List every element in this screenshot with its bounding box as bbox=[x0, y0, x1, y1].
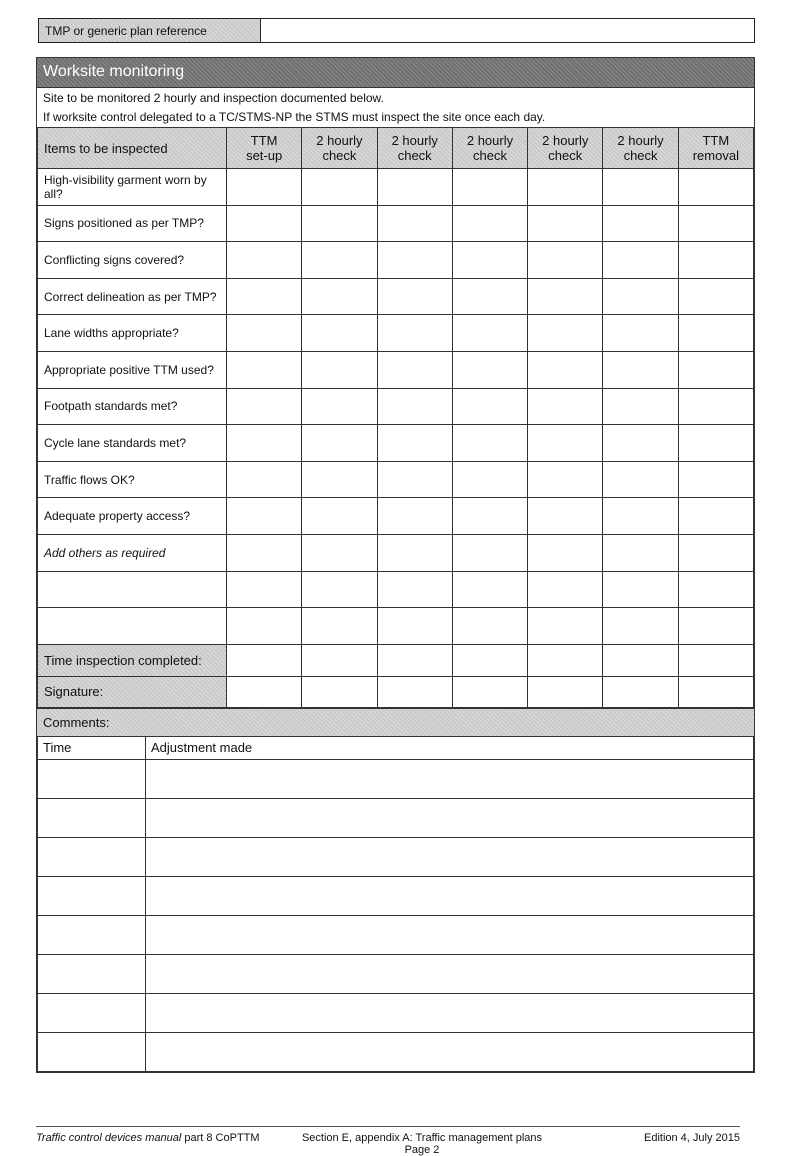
check-cell[interactable] bbox=[678, 608, 753, 645]
check-cell[interactable] bbox=[678, 644, 753, 676]
check-cell[interactable] bbox=[302, 571, 377, 608]
check-cell[interactable] bbox=[377, 644, 452, 676]
comments-label: Comments: bbox=[37, 708, 754, 736]
check-cell[interactable] bbox=[678, 351, 753, 388]
check-cell[interactable] bbox=[377, 315, 452, 352]
check-cell[interactable] bbox=[227, 242, 302, 279]
check-cell[interactable] bbox=[302, 425, 377, 462]
check-cell[interactable] bbox=[452, 242, 527, 279]
check-cell[interactable] bbox=[603, 351, 678, 388]
adjustment-row bbox=[38, 993, 754, 1032]
inspection-row bbox=[38, 461, 754, 498]
inspection-row bbox=[38, 425, 754, 462]
check-cell[interactable] bbox=[227, 278, 302, 315]
check-cell[interactable] bbox=[528, 498, 603, 535]
check-cell[interactable] bbox=[377, 169, 452, 206]
check-cell[interactable] bbox=[227, 498, 302, 535]
check-cell[interactable] bbox=[678, 676, 753, 707]
check-cell[interactable] bbox=[452, 608, 527, 645]
header-check-5: 2 hourly check bbox=[603, 128, 678, 169]
inspection-item-label: Add others as required bbox=[38, 534, 227, 571]
time-cell[interactable] bbox=[38, 915, 146, 954]
check-cell[interactable] bbox=[528, 205, 603, 242]
check-cell[interactable] bbox=[302, 498, 377, 535]
adjustment-row bbox=[38, 954, 754, 993]
check-cell[interactable] bbox=[678, 205, 753, 242]
check-cell[interactable] bbox=[452, 351, 527, 388]
adjustment-row bbox=[38, 798, 754, 837]
check-cell[interactable] bbox=[603, 278, 678, 315]
check-cell[interactable] bbox=[678, 169, 753, 206]
check-cell[interactable] bbox=[603, 461, 678, 498]
check-cell[interactable] bbox=[528, 644, 603, 676]
adjustment-cell[interactable] bbox=[146, 837, 754, 876]
inspection-row bbox=[38, 351, 754, 388]
inspection-row bbox=[38, 534, 754, 571]
inspection-row bbox=[38, 315, 754, 352]
check-cell[interactable] bbox=[377, 534, 452, 571]
check-cell[interactable] bbox=[302, 534, 377, 571]
check-cell[interactable] bbox=[528, 388, 603, 425]
check-cell[interactable] bbox=[452, 169, 527, 206]
adjustment-row bbox=[38, 837, 754, 876]
adjustment-cell[interactable] bbox=[146, 1032, 754, 1071]
signature-row bbox=[38, 676, 754, 707]
adjustment-row bbox=[38, 876, 754, 915]
adjustment-rows bbox=[38, 759, 754, 1071]
check-cell[interactable] bbox=[603, 315, 678, 352]
check-cell[interactable] bbox=[302, 351, 377, 388]
check-cell[interactable] bbox=[452, 461, 527, 498]
intro-line-1: Site to be monitored 2 hourly and inspection documented below. bbox=[37, 87, 754, 107]
check-cell[interactable] bbox=[678, 242, 753, 279]
check-cell[interactable] bbox=[302, 388, 377, 425]
check-cell[interactable] bbox=[302, 205, 377, 242]
inspection-item-label: Signs positioned as per TMP? bbox=[38, 205, 227, 242]
inspection-item-label: Traffic flows OK? bbox=[38, 461, 227, 498]
check-cell[interactable] bbox=[452, 315, 527, 352]
header-check-1: 2 hourly check bbox=[302, 128, 377, 169]
check-cell[interactable] bbox=[302, 278, 377, 315]
time-cell[interactable] bbox=[38, 1032, 146, 1071]
check-cell[interactable] bbox=[377, 676, 452, 707]
check-cell[interactable] bbox=[528, 608, 603, 645]
check-cell[interactable] bbox=[227, 534, 302, 571]
header-ttm-setup: TTM set-up bbox=[227, 128, 302, 169]
inspection-row bbox=[38, 498, 754, 535]
section-title: Worksite monitoring bbox=[37, 58, 754, 87]
check-cell[interactable] bbox=[302, 242, 377, 279]
footer-section: Section E, appendix A: Traffic management plans Page 2 bbox=[294, 1132, 550, 1156]
check-cell[interactable] bbox=[528, 351, 603, 388]
check-cell[interactable] bbox=[452, 498, 527, 535]
check-cell[interactable] bbox=[528, 242, 603, 279]
inspection-row bbox=[38, 242, 754, 279]
adjustment-cell[interactable] bbox=[146, 993, 754, 1032]
check-cell[interactable] bbox=[227, 461, 302, 498]
check-cell[interactable] bbox=[603, 205, 678, 242]
check-cell[interactable] bbox=[603, 571, 678, 608]
check-cell[interactable] bbox=[603, 169, 678, 206]
check-cell[interactable] bbox=[377, 498, 452, 535]
check-cell[interactable] bbox=[227, 351, 302, 388]
inspection-item-rows bbox=[38, 169, 754, 645]
inspection-item-label: Correct delineation as per TMP? bbox=[38, 278, 227, 315]
check-cell[interactable] bbox=[227, 169, 302, 206]
time-cell[interactable] bbox=[38, 837, 146, 876]
check-cell[interactable] bbox=[678, 461, 753, 498]
adjustment-cell[interactable] bbox=[146, 954, 754, 993]
header-check-4: 2 hourly check bbox=[528, 128, 603, 169]
check-cell[interactable] bbox=[603, 388, 678, 425]
check-cell[interactable] bbox=[227, 315, 302, 352]
inspection-row bbox=[38, 205, 754, 242]
check-cell[interactable] bbox=[377, 205, 452, 242]
check-cell[interactable] bbox=[528, 278, 603, 315]
inspection-item-label bbox=[38, 608, 227, 645]
check-cell[interactable] bbox=[678, 388, 753, 425]
adjustments-header-row bbox=[38, 736, 754, 759]
check-cell[interactable] bbox=[452, 278, 527, 315]
time-cell[interactable] bbox=[38, 954, 146, 993]
check-cell[interactable] bbox=[377, 571, 452, 608]
check-cell[interactable] bbox=[302, 608, 377, 645]
check-cell[interactable] bbox=[302, 315, 377, 352]
check-cell[interactable] bbox=[603, 676, 678, 707]
check-cell[interactable] bbox=[452, 388, 527, 425]
check-cell[interactable] bbox=[227, 571, 302, 608]
intro-line-2: If worksite control delegated to a TC/STMS-NP the STMS must inspect the site once each day. bbox=[37, 107, 754, 127]
check-cell[interactable] bbox=[377, 461, 452, 498]
inspection-item-label: Lane widths appropriate? bbox=[38, 315, 227, 352]
plan-reference-box bbox=[38, 18, 755, 43]
check-cell[interactable] bbox=[377, 351, 452, 388]
check-cell[interactable] bbox=[528, 169, 603, 206]
check-cell[interactable] bbox=[603, 608, 678, 645]
adjustment-cell[interactable] bbox=[146, 759, 754, 798]
inspection-item-label bbox=[38, 571, 227, 608]
check-cell[interactable] bbox=[302, 169, 377, 206]
footer-manual: Traffic control devices manual part 8 CoPTTM bbox=[36, 1132, 260, 1144]
time-cell[interactable] bbox=[38, 798, 146, 837]
check-cell[interactable] bbox=[452, 534, 527, 571]
check-cell[interactable] bbox=[227, 205, 302, 242]
time-completed-row bbox=[38, 644, 754, 676]
inspection-item-label: Appropriate positive TTM used? bbox=[38, 351, 227, 388]
check-cell[interactable] bbox=[452, 571, 527, 608]
check-cell[interactable] bbox=[452, 644, 527, 676]
check-cell[interactable] bbox=[302, 461, 377, 498]
adjustment-row bbox=[38, 759, 754, 798]
inspection-row bbox=[38, 278, 754, 315]
inspection-item-label: Conflicting signs covered? bbox=[38, 242, 227, 279]
check-cell[interactable] bbox=[377, 425, 452, 462]
adjustment-row bbox=[38, 915, 754, 954]
time-completed-label: Time inspection completed: bbox=[38, 644, 227, 676]
signature-label: Signature: bbox=[38, 676, 227, 707]
check-cell[interactable] bbox=[377, 388, 452, 425]
check-cell[interactable] bbox=[377, 608, 452, 645]
check-cell[interactable] bbox=[678, 425, 753, 462]
plan-reference-field[interactable] bbox=[261, 19, 754, 42]
check-cell[interactable] bbox=[603, 425, 678, 462]
check-cell[interactable] bbox=[528, 676, 603, 707]
header-items: Items to be inspected bbox=[38, 128, 227, 169]
header-ttm-removal: TTM removal bbox=[678, 128, 753, 169]
header-check-3: 2 hourly check bbox=[452, 128, 527, 169]
check-cell[interactable] bbox=[377, 278, 452, 315]
check-cell[interactable] bbox=[452, 425, 527, 462]
inspection-row bbox=[38, 608, 754, 645]
header-check-2: 2 hourly check bbox=[377, 128, 452, 169]
time-cell[interactable] bbox=[38, 993, 146, 1032]
inspection-row bbox=[38, 571, 754, 608]
check-cell[interactable] bbox=[528, 425, 603, 462]
check-cell[interactable] bbox=[528, 534, 603, 571]
page-number: Page 2 bbox=[404, 1144, 440, 1156]
check-cell[interactable] bbox=[603, 242, 678, 279]
adjustment-cell[interactable] bbox=[146, 915, 754, 954]
check-cell[interactable] bbox=[678, 534, 753, 571]
inspection-table bbox=[37, 127, 754, 708]
inspection-item-label: Footpath standards met? bbox=[38, 388, 227, 425]
check-cell[interactable] bbox=[302, 676, 377, 707]
inspection-row bbox=[38, 388, 754, 425]
inspection-row bbox=[38, 169, 754, 206]
check-cell[interactable] bbox=[302, 644, 377, 676]
check-cell[interactable] bbox=[528, 315, 603, 352]
check-cell[interactable] bbox=[603, 644, 678, 676]
check-cell[interactable] bbox=[678, 498, 753, 535]
plan-reference-label: TMP or generic plan reference bbox=[39, 19, 261, 42]
footer-edition: Edition 4, July 2015 bbox=[643, 1132, 740, 1144]
check-cell[interactable] bbox=[452, 676, 527, 707]
inspection-item-label: Adequate property access? bbox=[38, 498, 227, 535]
time-cell[interactable] bbox=[38, 876, 146, 915]
check-cell[interactable] bbox=[603, 534, 678, 571]
check-cell[interactable] bbox=[452, 205, 527, 242]
inspection-header-row bbox=[38, 128, 754, 169]
adjustment-row bbox=[38, 1032, 754, 1071]
inspection-item-label: High-visibility garment worn by all? bbox=[38, 169, 227, 206]
check-cell[interactable] bbox=[227, 388, 302, 425]
header-time: Time bbox=[38, 736, 146, 759]
time-cell[interactable] bbox=[38, 759, 146, 798]
check-cell[interactable] bbox=[528, 571, 603, 608]
check-cell[interactable] bbox=[678, 315, 753, 352]
check-cell[interactable] bbox=[227, 608, 302, 645]
check-cell[interactable] bbox=[227, 425, 302, 462]
inspection-item-label: Cycle lane standards met? bbox=[38, 425, 227, 462]
adjustments-table bbox=[37, 736, 754, 1072]
check-cell[interactable] bbox=[528, 461, 603, 498]
check-cell[interactable] bbox=[227, 644, 302, 676]
check-cell[interactable] bbox=[603, 498, 678, 535]
header-adjustment: Adjustment made bbox=[146, 736, 754, 759]
check-cell[interactable] bbox=[377, 242, 452, 279]
check-cell[interactable] bbox=[678, 278, 753, 315]
worksite-monitoring-section bbox=[36, 57, 755, 1073]
check-cell[interactable] bbox=[678, 571, 753, 608]
footer-divider bbox=[36, 1126, 740, 1127]
check-cell[interactable] bbox=[227, 676, 302, 707]
adjustment-cell[interactable] bbox=[146, 798, 754, 837]
adjustment-cell[interactable] bbox=[146, 876, 754, 915]
